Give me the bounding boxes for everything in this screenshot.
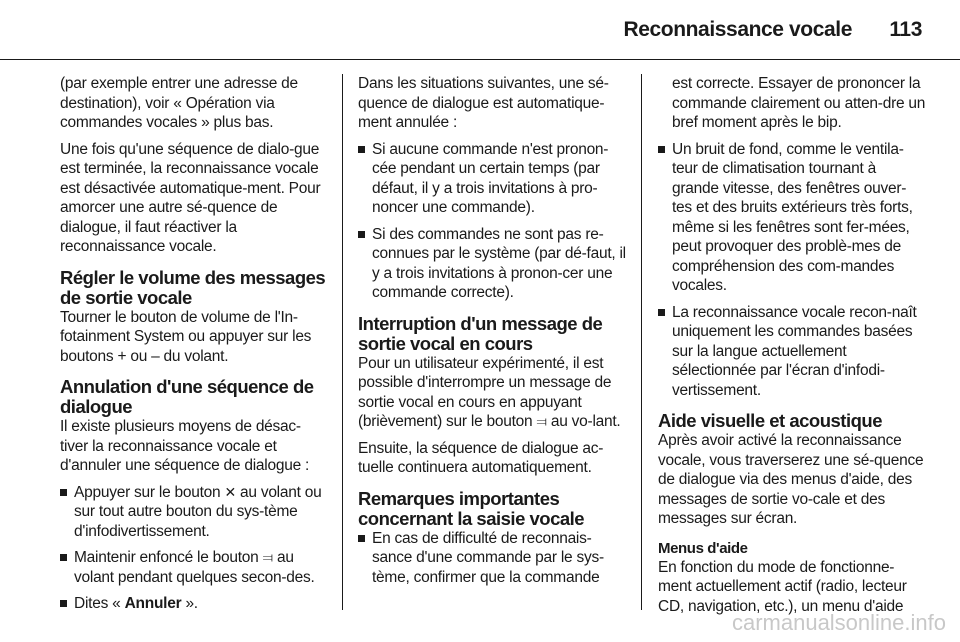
paragraph: Il existe plusieurs moyens de désac-tiver la reconnaissance vocale et d'annuler une séquence de dialogue : [60,418,310,474]
list-item: Un bruit de fond, comme le ventila-teur de climatisation tournant à grande vitesse, des fenêtres ouver-tes et des bruits extérieurs très forts, même si les fenêtres sont fer-mées, peut provoquer des problè-mes de compréhension des com-mandes vocales. [658,140,926,296]
bullet-icon [658,309,665,316]
list-item: Maintenir enfoncé le bouton ⫤ au volant pendant quelques secon-des. [60,548,326,587]
bullet-icon [60,489,67,496]
bullet-list [358,529,626,588]
bullet-icon [60,600,67,607]
phone-hangup-icon: ✕ [224,483,236,500]
section-heading-interrupt: Interruption d'un message de sortie vocal en cours [358,312,603,354]
column-divider [641,74,642,610]
section-heading-volume: Régler le volume des messages de sortie vocale [60,266,326,308]
section-heading-remarks: Remarques importantes concernant la saisie vocale [358,487,585,529]
section-heading-cancel: Annulation d'une séquence de dialogue [60,376,314,417]
list-item: En cas de difficulté de reconnais-sance d'une commande par le sys-tème, confirmer que la commande [358,529,626,588]
bullet-icon [60,554,67,561]
list-item: Dites « Annuler ». [60,594,326,614]
bullet-list [658,140,926,401]
page-title: Reconnaissance vocale [623,18,852,41]
paragraph: En fonction du mode de fonctionne-ment actuellement actif (radio, lecteur CD, navigation, etc.), un menu d'aide [658,558,907,615]
column-divider [342,74,343,610]
paragraph: Après avoir activé la reconnaissance vocale, vous traverserez une sé-quence de dialogue via des menus d'aide, des messages de sortie vo-cale et des messages sur écran. [658,432,924,527]
subheading-menus: Menus d'aide [658,539,748,557]
list-item: Appuyer sur le bouton ✕ au volant ou sur tout autre bouton du sys-tème d'infodivertissement. [60,483,326,542]
list-item: Si des commandes ne sont pas re-connues par le système (par dé-faut, il y a trois invitations à pronon-cer une commande correcte). [358,225,626,303]
section-heading-aid: Aide visuelle et acoustique [658,410,882,431]
column-1 [60,74,326,621]
bullet-list [358,140,626,303]
voice-command-icon: ⫤ [536,413,547,429]
paragraph: est correcte. Essayer de prononcer la commande clairement ou atten-dre un bref moment après le bip. [672,75,926,131]
page-number: 113 [889,18,922,41]
command-keyword: Annuler [124,595,182,612]
column-2 [358,74,626,594]
paragraph: Ensuite, la séquence de dialogue ac-tuelle continuera automatiquement. [358,439,604,476]
voice-command-icon: ⫤ [262,549,273,565]
paragraph: Une fois qu'une séquence de dialo-gue est terminée, la reconnaissance vocale est désactivée automatique-ment. Pour amorcer une autre sé-quence de dialogue, il faut réactiver la reconnaissance vocale. [60,140,321,255]
paragraph: (par exemple entrer une adresse de destination), voir « Opération via commandes vocales » plus bas. [60,75,298,131]
bullet-icon [358,146,365,153]
bullet-icon [658,146,665,153]
list-item: Si aucune commande n'est pronon-cée pendant un certain temps (par défaut, il y a trois invitations à pro-noncer une commande). [358,140,626,218]
bullet-list [60,483,326,614]
bullet-icon [358,535,365,542]
page-header [0,0,960,56]
paragraph: Pour un utilisateur expérimenté, il est possible d'interrompre un message de sortie vocal en cours en appuyant (brièvement) sur le bouton ⫤ au vo-lant. [358,354,621,430]
bullet-icon [358,231,365,238]
watermark: carmanualsonline.info [731,610,946,635]
list-item: La reconnaissance vocale recon-naît uniquement les commandes basées sur la langue actuellement sélectionnée par l'écran d'infodi-vertissement. [658,303,926,401]
paragraph: Dans les situations suivantes, une sé-quence de dialogue est automatique-ment annulée : [358,75,609,131]
column-3 [658,74,926,623]
header-rule [0,59,960,60]
paragraph: Tourner le bouton de volume de l'In-fotainment System ou appuyer sur les boutons + ou – du volant. [60,308,312,365]
